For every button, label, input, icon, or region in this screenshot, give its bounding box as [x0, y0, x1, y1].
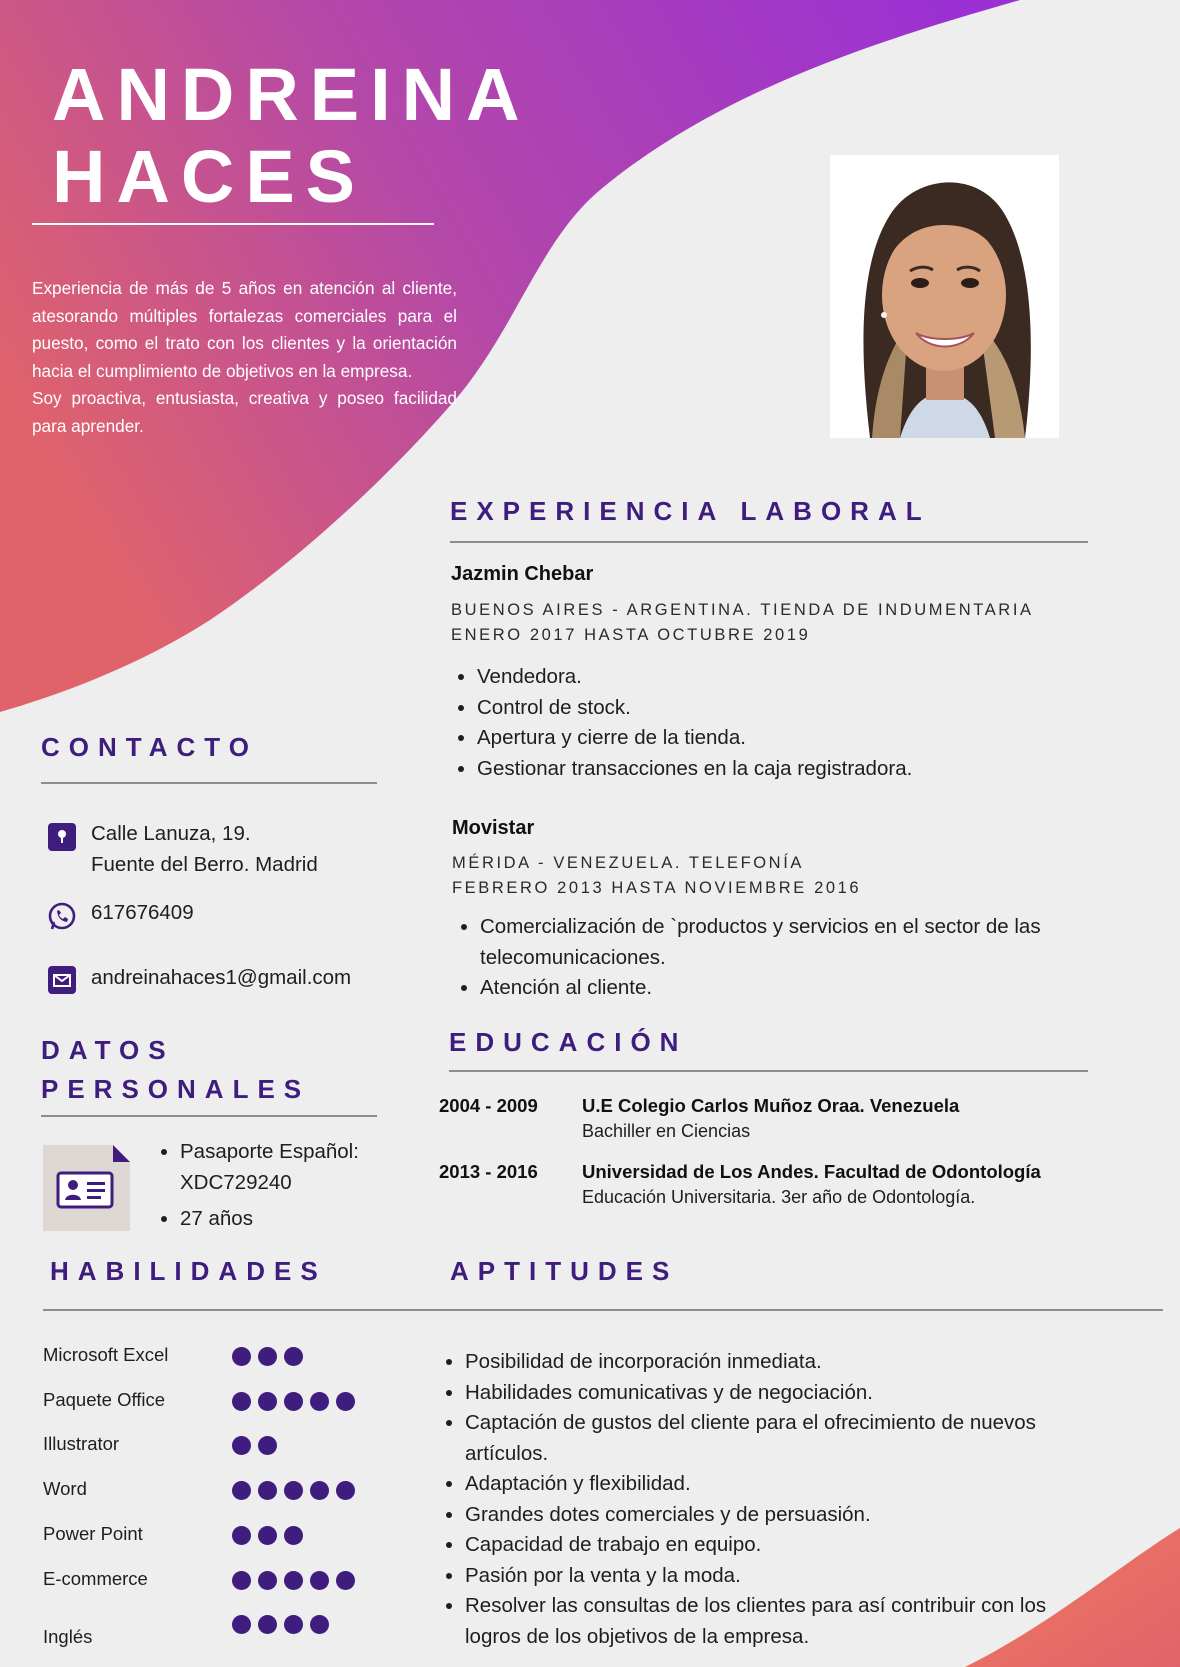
personal-section-title: DATOS — [41, 1035, 175, 1065]
education-institution: Universidad de Los Andes. Facultad de Odontología — [582, 1161, 1041, 1182]
job-location: MÉRIDA - VENEZUELA. TELEFONÍA — [452, 854, 804, 872]
list-item: • Apertura y cierre de la tienda. — [477, 723, 1097, 754]
skill-level-dot — [232, 1526, 251, 1545]
list-item: • Pasaporte Español: XDC729240 — [180, 1137, 410, 1198]
education-entry — [582, 1095, 1082, 1142]
skill-row — [43, 1344, 403, 1374]
skill-level-dot — [310, 1571, 329, 1590]
list-item: • 27 años — [180, 1204, 410, 1235]
list-item: • Capacidad de trabajo en equipo. — [465, 1530, 1105, 1561]
skill-level-dot — [284, 1615, 303, 1634]
education-degree: Bachiller en Ciencias — [582, 1121, 751, 1141]
skill-level-dot — [258, 1436, 277, 1455]
education-years: 2004 - 2009 — [439, 1095, 538, 1116]
list-item: • Pasión por la venta y la moda. — [465, 1561, 1105, 1592]
education-degree: Educación Universitaria. 3er año de Odontología. — [582, 1187, 976, 1207]
divider — [43, 1309, 1163, 1311]
skill-level-dot — [284, 1347, 303, 1366]
skill-row — [43, 1568, 403, 1598]
address-line: Calle Lanuza, 19. — [91, 822, 251, 845]
skill-level — [232, 1571, 355, 1590]
list-item: • Vendedora. — [477, 662, 1097, 693]
intro-paragraph: Experiencia de más de 5 años en atención al cliente, atesorando múltiples fortalezas comerciales para el puesto, como el trato con los clientes y la orientación hacia el cumplimiento de objetivos en la empresa. — [32, 278, 457, 381]
skill-level-dot — [310, 1481, 329, 1500]
job-period: ENERO 2017 HASTA OCTUBRE 2019 — [451, 626, 811, 644]
list-item: • Adaptación y flexibilidad. — [465, 1469, 1105, 1500]
whatsapp-icon — [47, 901, 77, 931]
intro-paragraph: Soy proactiva, entusiasta, creativa y poseo facilidad para aprender. — [32, 388, 457, 436]
job-tasks-list — [451, 662, 1097, 784]
skill-name: Microsoft Excel — [43, 1344, 169, 1365]
skill-name: Illustrator — [43, 1433, 120, 1455]
name-underline — [32, 223, 434, 225]
skill-name: Inglés — [43, 1626, 93, 1648]
skill-level-dot — [258, 1526, 277, 1545]
skill-level-dot — [336, 1571, 355, 1590]
skill-level-dot — [232, 1615, 251, 1634]
contact-email[interactable]: andreinahaces1@gmail.com — [91, 966, 352, 989]
skill-row — [43, 1389, 403, 1419]
skill-level-dot — [284, 1392, 303, 1411]
mail-icon — [47, 965, 77, 995]
skill-row — [43, 1523, 403, 1553]
skill-row — [43, 1612, 403, 1648]
list-item: • Grandes dotes comerciales y de persuasión. — [465, 1500, 1105, 1531]
address-line: Fuente del Berro. Madrid — [91, 853, 318, 876]
contact-section-title: CONTACTO — [41, 732, 258, 762]
skills-section-title: HABILIDADES — [50, 1256, 327, 1286]
contact-address — [91, 818, 318, 880]
aptitudes-list — [439, 1347, 1105, 1652]
job-tasks-list — [454, 912, 1080, 1004]
list-item: • Atención al cliente. — [480, 973, 1080, 1004]
divider — [450, 541, 1088, 543]
skill-level-dot — [284, 1571, 303, 1590]
skill-level-dot — [258, 1392, 277, 1411]
divider — [41, 1115, 377, 1117]
education-institution: U.E Colegio Carlos Muñoz Oraa. Venezuela — [582, 1095, 960, 1116]
skill-level-dot — [232, 1571, 251, 1590]
experience-section-title: EXPERIENCIA LABORAL — [450, 496, 931, 526]
divider — [41, 782, 377, 784]
skill-name: E-commerce — [43, 1567, 148, 1589]
contact-phone: 617676409 — [91, 901, 194, 924]
skill-row — [43, 1478, 403, 1508]
skill-level — [232, 1436, 277, 1455]
skill-level-dot — [258, 1481, 277, 1500]
personal-list — [154, 1137, 410, 1235]
name-last: HACES — [52, 135, 367, 218]
skill-level-dot — [284, 1481, 303, 1500]
list-item: • Control de stock. — [477, 693, 1097, 724]
list-item: • Captación de gustos del cliente para el ofrecimiento de nuevos artículos. — [465, 1408, 1105, 1469]
skill-level-dot — [232, 1392, 251, 1411]
skill-level — [232, 1347, 303, 1366]
skill-level-dot — [258, 1615, 277, 1634]
skill-level-dot — [258, 1571, 277, 1590]
skill-level-dot — [336, 1481, 355, 1500]
skill-level-dot — [232, 1347, 251, 1366]
skill-level-dot — [284, 1526, 303, 1545]
name-first: ANDREINA — [52, 53, 531, 136]
list-item: • Habilidades comunicativas y de negociación. — [465, 1378, 1105, 1409]
list-item: • Resolver las consultas de los clientes para así contribuir con los logros de los objetivos de la empresa. — [465, 1591, 1105, 1652]
skill-level-dot — [232, 1436, 251, 1455]
list-item: • Gestionar transacciones en la caja registradora. — [477, 754, 1097, 785]
skill-level — [232, 1526, 303, 1545]
job-company: Movistar — [452, 817, 535, 839]
skill-name: Power Point — [43, 1522, 143, 1544]
profile-photo — [830, 155, 1059, 438]
divider — [449, 1070, 1088, 1072]
personal-section-title: PERSONALES — [41, 1074, 311, 1104]
skill-name: Word — [43, 1478, 87, 1500]
skill-level-dot — [336, 1392, 355, 1411]
skill-level — [232, 1392, 355, 1411]
intro-text — [32, 275, 457, 440]
skill-level-dot — [258, 1347, 277, 1366]
education-entry — [582, 1161, 1142, 1208]
education-section-title: EDUCACIÓN — [449, 1027, 688, 1057]
job-location: BUENOS AIRES - ARGENTINA. TIENDA DE INDUMENTARIA — [451, 601, 1034, 619]
education-years: 2013 - 2016 — [439, 1161, 538, 1182]
location-pin-icon — [47, 822, 77, 852]
skill-level — [232, 1615, 329, 1634]
list-item: • Posibilidad de incorporación inmediata. — [465, 1347, 1105, 1378]
id-card-icon — [43, 1145, 130, 1231]
job-company: Jazmin Chebar — [451, 563, 594, 585]
aptitudes-section-title: APTITUDES — [450, 1256, 679, 1286]
skill-row — [43, 1433, 403, 1463]
skill-name: Paquete Office — [43, 1388, 166, 1410]
job-period: FEBRERO 2013 HASTA NOVIEMBRE 2016 — [452, 879, 862, 897]
skill-level — [232, 1481, 355, 1500]
list-item: • Comercialización de `productos y servicios en el sector de las telecomunicaciones. — [480, 912, 1080, 973]
skill-level-dot — [310, 1615, 329, 1634]
skill-level-dot — [232, 1481, 251, 1500]
skill-level-dot — [310, 1392, 329, 1411]
